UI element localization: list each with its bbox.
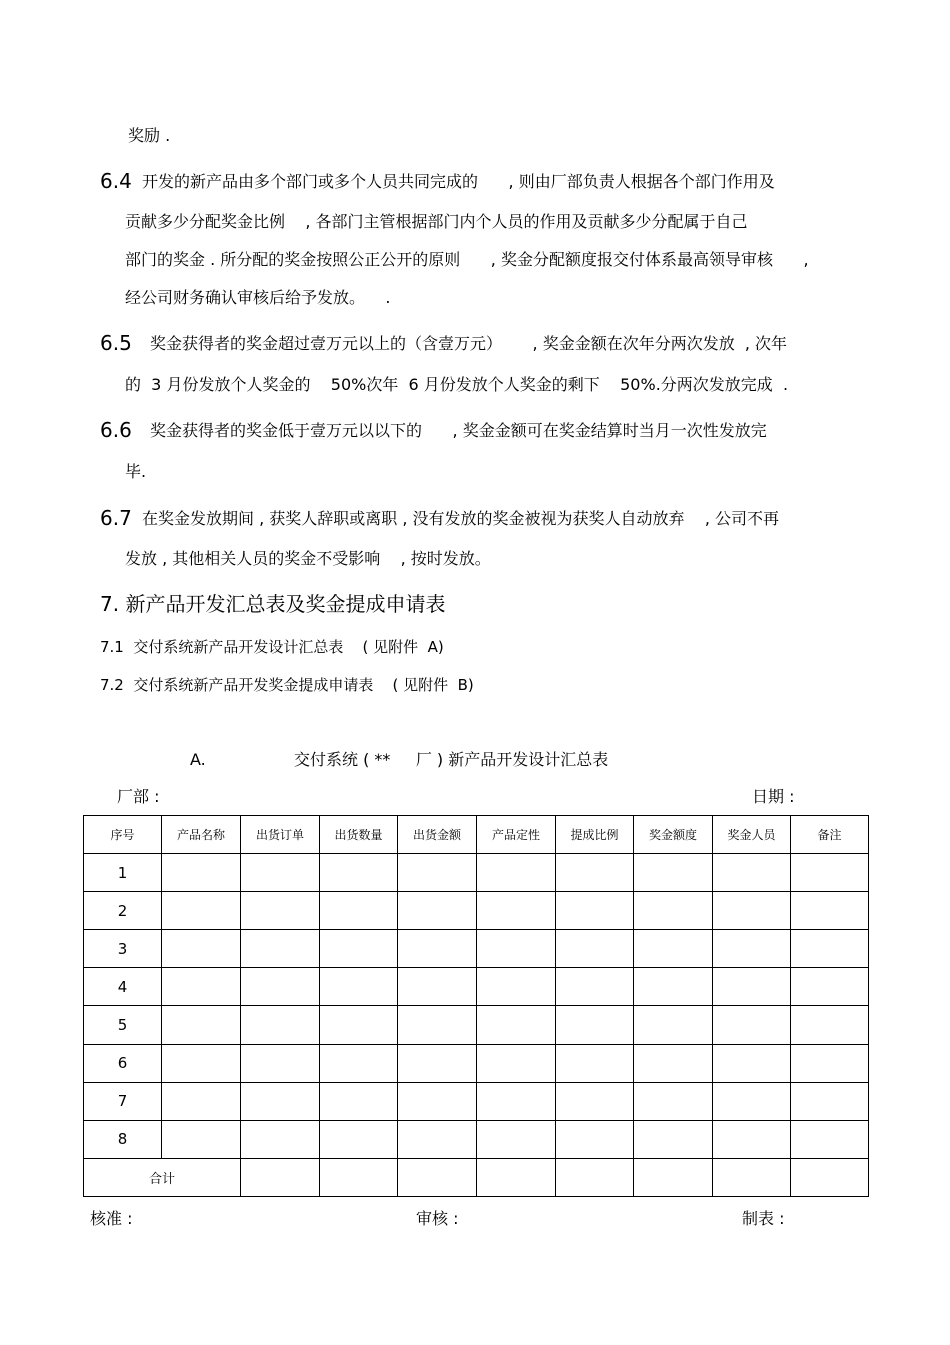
- table-header-row: [84, 816, 869, 854]
- table-row: [84, 1044, 869, 1082]
- table-cell[interactable]: [398, 1082, 477, 1120]
- clause-6-4-line-3: 部门的奖金 . 所分配的奖金按照公正公开的原则 , 奖金分配额度报交付体系最高领导审核 ,: [125, 250, 809, 269]
- row-index: 4: [84, 968, 162, 1006]
- table-cell[interactable]: [713, 1006, 791, 1044]
- table-cell[interactable]: [398, 892, 477, 930]
- row-index: 7: [84, 1082, 162, 1120]
- table-row: [84, 892, 869, 930]
- header-cell-shipment-order: 出货订单: [241, 816, 320, 854]
- table-cell[interactable]: [162, 1006, 241, 1044]
- table-cell[interactable]: [241, 854, 320, 892]
- table-cell[interactable]: [713, 854, 791, 892]
- table-cell[interactable]: [320, 1120, 398, 1158]
- table-cell[interactable]: [634, 930, 713, 968]
- table-cell[interactable]: [713, 1158, 791, 1196]
- table-cell[interactable]: [477, 1082, 556, 1120]
- table-cell[interactable]: [162, 930, 241, 968]
- table-cell[interactable]: [398, 854, 477, 892]
- table-cell[interactable]: [791, 854, 869, 892]
- table-cell[interactable]: [713, 968, 791, 1006]
- row-index: 8: [84, 1120, 162, 1158]
- row-index: 2: [84, 892, 162, 930]
- table-total-row: [84, 1158, 869, 1196]
- table-cell[interactable]: [713, 1120, 791, 1158]
- table-cell[interactable]: [634, 1120, 713, 1158]
- table-cell[interactable]: [556, 1158, 634, 1196]
- table-cell[interactable]: [241, 930, 320, 968]
- table-row: [84, 1006, 869, 1044]
- table-cell[interactable]: [162, 854, 241, 892]
- table-row: [84, 968, 869, 1006]
- table-cell[interactable]: [162, 892, 241, 930]
- table-cell[interactable]: [556, 1082, 634, 1120]
- prepare-label: 制表 :: [742, 1209, 785, 1228]
- table-cell[interactable]: [791, 1044, 869, 1082]
- table-cell[interactable]: [162, 1044, 241, 1082]
- table-cell[interactable]: [556, 1120, 634, 1158]
- table-cell[interactable]: [398, 1158, 477, 1196]
- total-label: 合计: [84, 1158, 241, 1196]
- table-cell[interactable]: [162, 1082, 241, 1120]
- table-cell[interactable]: [713, 892, 791, 930]
- row-index: 5: [84, 1006, 162, 1044]
- clause-number-6-6: 6.6: [100, 418, 132, 442]
- table-cell[interactable]: [320, 930, 398, 968]
- table-cell[interactable]: [320, 1044, 398, 1082]
- clause-6-5-line-1: 奖金获得者的奖金超过壹万元以上的（含壹万元） , 奖金金额在次年分两次发放 , 次年: [150, 334, 788, 353]
- form-title: 交付系统 ( ** 厂 ) 新产品开发设计汇总表: [294, 750, 609, 769]
- header-cell-shipment-quantity: 出货数量: [320, 816, 398, 854]
- form-label-a: A.: [190, 750, 206, 769]
- table-cell[interactable]: [713, 930, 791, 968]
- table-cell[interactable]: [556, 930, 634, 968]
- table-cell[interactable]: [477, 1044, 556, 1082]
- clause-6-6-line-1: 奖金获得者的奖金低于壹万元以以下的 , 奖金金额可在奖金结算时当月一次性发放完: [150, 421, 767, 440]
- clause-number-6-7: 6.7: [100, 506, 132, 530]
- table-cell[interactable]: [556, 892, 634, 930]
- clause-6-7-line-1: 在奖金发放期间 , 获奖人辞职或离职 , 没有发放的奖金被视为获奖人自动放弃 , 公司不再: [142, 509, 780, 528]
- table-cell[interactable]: [320, 1006, 398, 1044]
- header-cell-bonus-amount: 奖金额度: [634, 816, 713, 854]
- clause-6-5-line-2: 的 3 月份发放个人奖金的 50%次年 6 月份发放个人奖金的剩下 50%.分两次发放完成 .: [125, 375, 789, 394]
- clause-number-6-4: 6.4: [100, 169, 132, 193]
- paragraph-reward: 奖励 .: [128, 126, 171, 145]
- row-index: 3: [84, 930, 162, 968]
- table-cell[interactable]: [398, 1044, 477, 1082]
- table-cell[interactable]: [556, 1044, 634, 1082]
- table-cell[interactable]: [241, 892, 320, 930]
- table-cell[interactable]: [713, 1082, 791, 1120]
- table-cell[interactable]: [320, 1082, 398, 1120]
- table-cell[interactable]: [398, 1006, 477, 1044]
- table-cell[interactable]: [791, 1158, 869, 1196]
- section-7-heading: 7. 新产品开发汇总表及奖金提成申请表: [100, 592, 446, 616]
- table-cell[interactable]: [477, 1120, 556, 1158]
- header-cell-product-name: 产品名称: [162, 816, 241, 854]
- table-cell[interactable]: [162, 968, 241, 1006]
- clause-6-4-line-4: 经公司财务确认审核后给予发放。 .: [125, 288, 391, 307]
- table-cell[interactable]: [791, 930, 869, 968]
- table-row: [84, 1082, 869, 1120]
- date-label: 日期 :: [752, 787, 795, 806]
- table-cell[interactable]: [320, 1158, 398, 1196]
- table-cell[interactable]: [791, 968, 869, 1006]
- table-cell[interactable]: [320, 854, 398, 892]
- header-cell-bonus-recipients: 奖金人员: [713, 816, 791, 854]
- clause-6-4-line-2: 贡献多少分配奖金比例 , 各部门主管根据部门内个人员的作用及贡献多少分配属于自己: [125, 212, 748, 231]
- table-row: [84, 854, 869, 892]
- summary-table: [83, 815, 869, 1197]
- section-7-2: 7.2 交付系统新产品开发奖金提成申请表 ( 见附件 B): [100, 676, 474, 694]
- table-cell[interactable]: [556, 854, 634, 892]
- table-cell[interactable]: [634, 968, 713, 1006]
- table-cell[interactable]: [477, 854, 556, 892]
- table-cell[interactable]: [398, 1120, 477, 1158]
- table-row: [84, 1120, 869, 1158]
- table-cell[interactable]: [634, 1006, 713, 1044]
- clause-6-6-line-2: 毕.: [125, 462, 147, 481]
- table-cell[interactable]: [713, 1044, 791, 1082]
- table-cell[interactable]: [477, 1006, 556, 1044]
- table-cell[interactable]: [477, 930, 556, 968]
- table-cell[interactable]: [634, 1044, 713, 1082]
- table-cell[interactable]: [477, 968, 556, 1006]
- clause-number-6-5: 6.5: [100, 331, 132, 355]
- table-cell[interactable]: [241, 1044, 320, 1082]
- clause-6-7-line-2: 发放 , 其他相关人员的奖金不受影响 , 按时发放。: [125, 549, 491, 568]
- table-cell[interactable]: [241, 1006, 320, 1044]
- table-cell[interactable]: [241, 1120, 320, 1158]
- clause-6-4-line-1: 开发的新产品由多个部门或多个人员共同完成的 , 则由厂部负责人根据各个部门作用及: [142, 172, 775, 191]
- table-cell[interactable]: [477, 892, 556, 930]
- section-7-1: 7.1 交付系统新产品开发设计汇总表 ( 见附件 A): [100, 638, 444, 656]
- table-cell[interactable]: [791, 1082, 869, 1120]
- header-cell-product-classification: 产品定性: [477, 816, 556, 854]
- header-cell-shipment-amount: 出货金额: [398, 816, 477, 854]
- table-cell[interactable]: [241, 1158, 320, 1196]
- row-index: 6: [84, 1044, 162, 1082]
- table-cell[interactable]: [241, 968, 320, 1006]
- table-cell[interactable]: [634, 854, 713, 892]
- table-cell[interactable]: [320, 892, 398, 930]
- review-label: 审核 :: [416, 1209, 459, 1228]
- table-cell[interactable]: [241, 1082, 320, 1120]
- header-cell-commission-rate: 提成比例: [556, 816, 634, 854]
- table-cell[interactable]: [320, 968, 398, 1006]
- header-cell-remarks: 备注: [791, 816, 869, 854]
- approve-label: 核准 :: [90, 1209, 133, 1228]
- table-cell[interactable]: [398, 968, 477, 1006]
- table-cell[interactable]: [791, 892, 869, 930]
- table-cell[interactable]: [477, 1158, 556, 1196]
- table-cell[interactable]: [398, 930, 477, 968]
- table-cell[interactable]: [791, 1120, 869, 1158]
- factory-label: 厂部 :: [117, 787, 160, 806]
- table-cell[interactable]: [556, 1006, 634, 1044]
- row-index: 1: [84, 854, 162, 892]
- table-cell[interactable]: [556, 968, 634, 1006]
- table-cell[interactable]: [634, 1082, 713, 1120]
- table-cell[interactable]: [634, 892, 713, 930]
- table-cell[interactable]: [634, 1158, 713, 1196]
- table-cell[interactable]: [791, 1006, 869, 1044]
- table-row: [84, 930, 869, 968]
- table-cell[interactable]: [162, 1120, 241, 1158]
- header-cell-index: 序号: [84, 816, 162, 854]
